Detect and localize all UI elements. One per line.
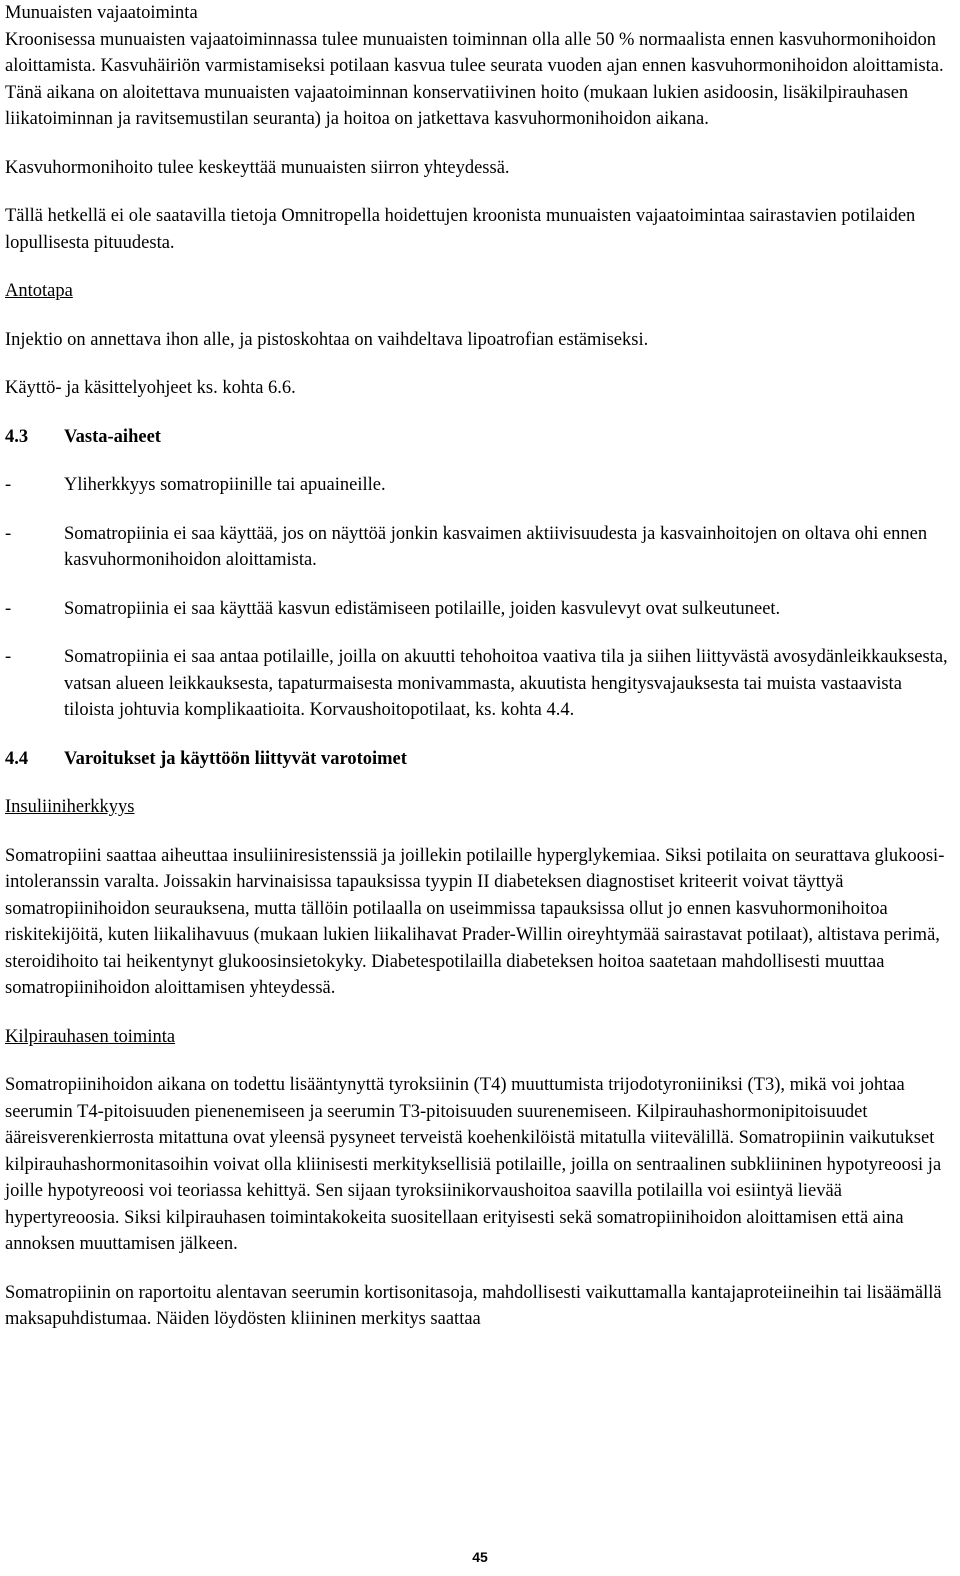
section-number: 4.3: [5, 426, 29, 447]
contraindication-item: [5, 521, 955, 574]
insulin-sensitivity-heading: Insuliiniherkkyys: [5, 797, 135, 817]
section-number: 4.4: [5, 748, 29, 769]
section-title: Vasta-aiheet: [64, 426, 161, 447]
renal-paragraph-2: Kasvuhormonihoito tulee keskeyttää munuaisten siirron yhteydessä.: [5, 157, 510, 178]
section-4-4-heading: [5, 746, 955, 773]
renal-paragraph-1: Kroonisessa munuaisten vajaatoiminnassa tulee munuaisten toiminnan olla alle 50 % normaalista ennen kasvuhormonihoidon aloittamista. Kasvuhäiriön varmistamiseksi potilaan kasvua tulee seurata vuoden ajan ennen kasvuhormonihoidon aloittamista. Tänä aikana on aloitettava munuaisten vajaatoiminnan konservatiivinen hoito (mukaan lukien asidoosin, lisäkilpirauhasen liikatoiminnan ja ravitsemustilan seuranta) ja hoitoa on jatkettava kasvuhormonihoidon aikana.: [5, 29, 944, 129]
section-4-3-heading: [5, 424, 955, 451]
cortisol-paragraph: Somatropiinin on raportoitu alentavan seerumin kortisonitasoja, mahdollisesti vaikuttamalla kantajaproteiineihin tai lisäämällä maksapuhdistumaa. Näiden löydösten kliininen merkitys saattaa: [5, 1282, 942, 1329]
contraindication-item: [5, 644, 955, 724]
list-item-text: Yliherkkyys somatropiinille tai apuaineille.: [64, 475, 386, 495]
administration-heading: Antotapa: [5, 281, 73, 301]
administration-paragraph-2: Käyttö- ja käsittelyohjeet ks. kohta 6.6.: [5, 378, 296, 398]
thyroid-function-heading: Kilpirauhasen toiminta: [5, 1026, 176, 1047]
list-dash: -: [5, 647, 12, 667]
thyroid-function-paragraph: Somatropiinihoidon aikana on todettu lisääntynyttä tyroksiinin (T4) muuttumista trijodotyroniiniksi (T3), mikä voi johtaa seerumin T4-pitoisuuden pienenemiseen ja seerumin T3-pitoisuuden suurenemiseen. Kilpirauhashormonipitoisuudet ääreisverenkierrosta mitattuna ovat yleensä pysyneet terveistä koehenkilöistä mitatulla viitevälillä. Somatropiinin vaikutukset kilpirauhashormonitasoihin voivat olla kliinisesti merkityksellisiä potilaille, joilla on sentraalinen subkliininen hypotyreoosi ja joille hypotyreoosi voi teoriassa kehittyä. Sen sijaan tyroksiinikorvaushoitoa saavilla potilailla voi esiintyä lievää hypertyreoosia. Siksi kilpirauhasen toimintakokeita suositellaan erityisesti sekä somatropiinihoidon aloittamisen että aina annoksen muuttamisen jälkeen.: [5, 1075, 942, 1254]
contraindication-item: [5, 472, 955, 499]
contraindication-item: [5, 596, 955, 623]
list-dash: -: [5, 523, 12, 544]
list-dash: -: [5, 598, 12, 619]
insulin-sensitivity-paragraph: Somatropiini saattaa aiheuttaa insuliiniresistenssiä ja joillekin potilaille hyperglykemiaa. Siksi potilaita on seurattava glukoosi-intoleranssin varalta. Joissakin harvinaisissa tapauksissa tyypin II diabeteksen diagnostiset kriteerit voivat täyttyä somatropiinihoidon seurauksena, mutta tällöin potilaalla on useimmissa tapauksissa ollut jo ennen kasvuhormonihoitoa riskitekijöitä, kuten liikalihavuus (mukaan lukien liikalihavat Prader-Willin oireyhtymää sairastavat potilaat), altistava perimä, steroidihoito tai heikentynyt glukoosinsietokyky. Diabetespotilailla diabeteksen hoitoa saatetaan mahdollisesti muuttaa somatropiinihoidon aloittamisen yhteydessä.: [5, 845, 945, 998]
list-item-text: Somatropiinia ei saa käyttää kasvun edistämiseen potilaille, joiden kasvulevyt ovat sulkeutuneet.: [64, 598, 781, 619]
list-dash: -: [5, 475, 12, 495]
document-page: [5, 0, 955, 1333]
list-item-text: Somatropiinia ei saa antaa potilaille, joilla on akuutti tehohoitoa vaativa tila ja siihen liittyvästä avosydänleikkauksesta, vatsan alueen leikkauksesta, tapaturmaisesta monivammasta, akuutista hengitysvajauksesta tai muista vastaavista tiloista johtuvia komplikaatioita. Korvaushoitopotilaat, ks. kohta 4.4.: [64, 647, 948, 720]
administration-paragraph-1: Injektio on annettava ihon alle, ja pistoskohtaa on vaihdeltava lipoatrofian estämiseksi.: [5, 329, 649, 350]
section-title: Varoitukset ja käyttöön liittyvät varotoimet: [64, 748, 407, 769]
page-number: 45: [472, 1549, 488, 1565]
renal-paragraph-3: Tällä hetkellä ei ole saatavilla tietoja Omnitropella hoidettujen kroonista munuaisten vajaatoimintaa sairastavien potilaiden lopullisesta pituudesta.: [5, 206, 916, 253]
renal-heading: Munuaisten vajaatoiminta: [5, 3, 198, 23]
list-item-text: Somatropiinia ei saa käyttää, jos on näyttöä jonkin kasvaimen aktiivisuudesta ja kasvainhoitojen on oltava ohi ennen kasvuhormonihoidon aloittamista.: [64, 523, 928, 570]
